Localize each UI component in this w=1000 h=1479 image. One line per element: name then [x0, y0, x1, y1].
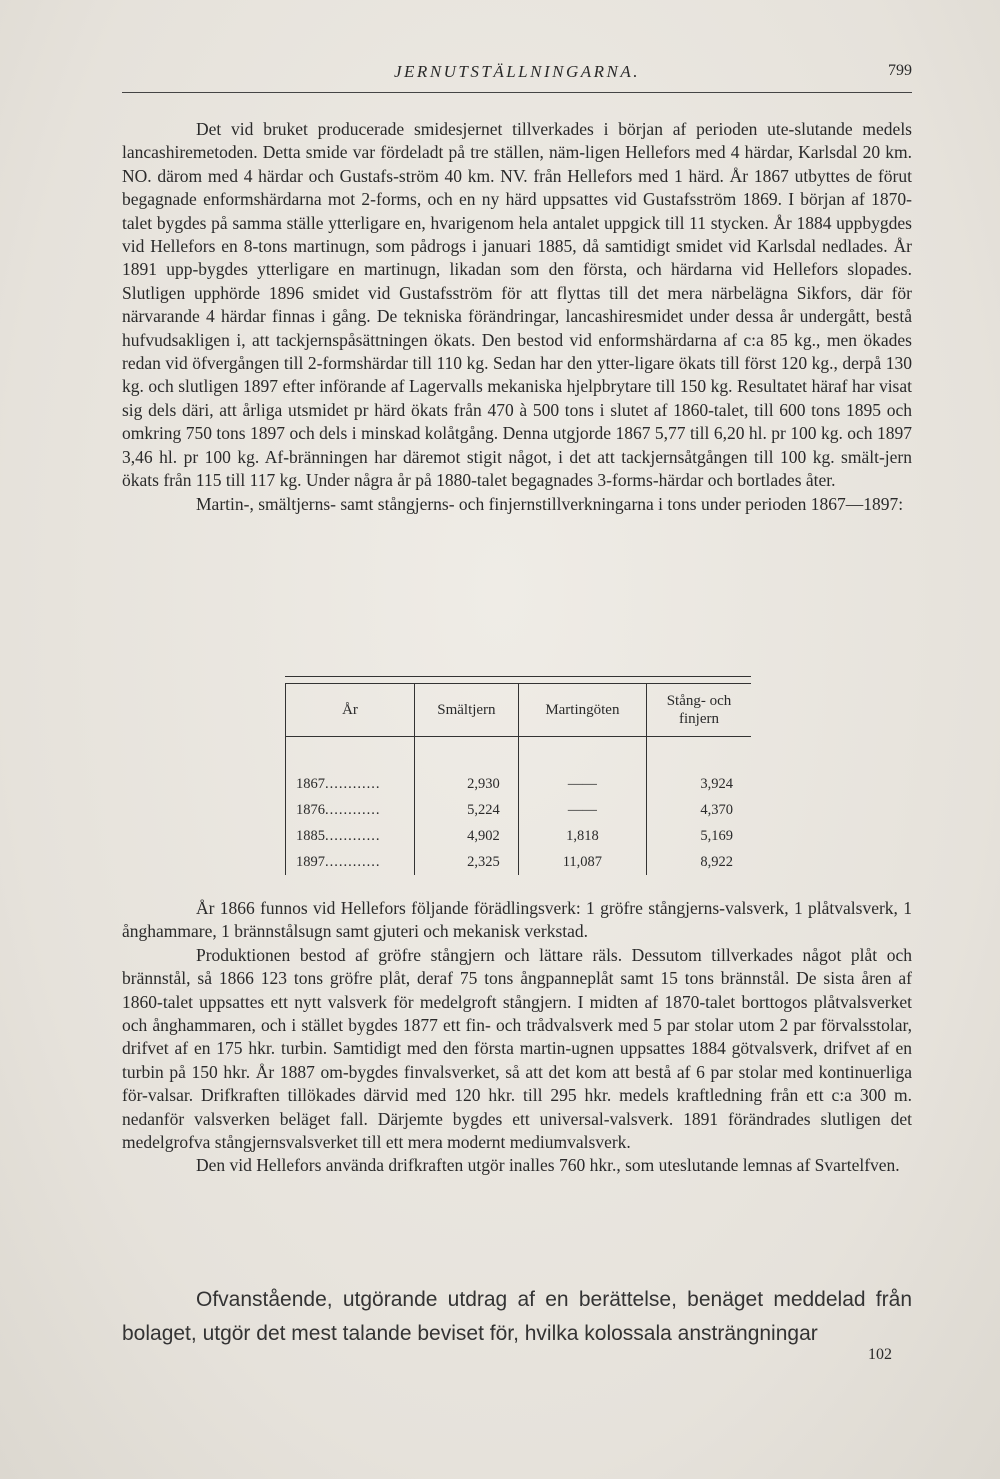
stang-cell: 5,169 [647, 823, 752, 849]
stang-cell: 4,370 [647, 797, 752, 823]
table [285, 683, 751, 875]
closing-statement [122, 1283, 912, 1351]
table-row [286, 823, 752, 849]
year-cell: 1867 [296, 775, 325, 792]
smaltjern-cell: 2,930 [415, 771, 519, 797]
martingoten-cell: —— [518, 797, 646, 823]
table-header-row [286, 684, 752, 737]
body-text [122, 118, 912, 516]
paragraph: År 1866 funnos vid Hellefors följande förädlingsverk: 1 gröfre stångjerns-valsverk, 1 plåtvalsverk, 1 ånghammare, 1 brännstålsugn samt gjuteri och mekanisk verkstad. [122, 898, 912, 942]
leader-dots: ............ [325, 853, 381, 870]
column-header: Stång- och finjern [647, 684, 752, 737]
smaltjern-cell: 2,325 [415, 849, 519, 875]
body-text-after-table [122, 897, 912, 1178]
signature-number: 102 [868, 1346, 892, 1363]
table-row [286, 849, 752, 875]
paragraph: Det vid bruket producerade smidesjernet tillverkades i början af perioden ute-slutande medels lancashiremetoden. Detta smide var fördeladt på tre ställen, näm-ligen Hellefors med 4 härdar, Karlsdal 20 km. NO. därom med 4 härdar och Gustafs-ström 40 km. NV. från Hellefors med 1 härd. År 1867 utbyttes de förut begagnade enformshärdarna mot 2-forms, och en ny härd uppsattes vid Gustafsström 1869. I början af 1870-talet bygdes på samma ställe ytterligare en, hvarigenom hela antalet uppgick till 11 stycken. År 1884 uppbygdes vid Hellefors en 8-tons martinugn, som pådrogs i januari 1885, då samtidigt smidet vid Karlsdal nedlades. År 1891 upp-bygdes ytterligare en martinugn, likadan som den första, och härdarna vid Hellefors slopades. Slutligen upphörde 1896 smidet vid Gustafsström för att flyttas till det mera närbelägna Sikfors, där för närvarande 4 härdar finnas i gång. De tekniska förändringar, lancashiresmidet under dessa år undergått, bestå hufvudsakligen i, att tackjernspåsättningen ökats. Den bestod vid enformshärdarna af c:a 85 kg., men ökades redan vid öfvergången till 2-formshärdar till 110 kg. Sedan har den ytter-ligare ökats till först 120 kg., derpå 130 kg. och slutligen 1897 efter införande af Lagervalls mekaniska hjelpbrytare till 150 kg. Resultatet häraf har visat sig dels däri, att årliga utsmidet pr härd ökats från 470 à 500 tons i slutet af 1860-talet, till 600 tons 1895 och omkring 750 tons 1897 och dels i minskad kolåtgång. Denna utgjorde 1867 5,77 till 6,20 hl. pr 100 kg. och 1897 3,46 hl. pr 100 kg. Af-bränningen har däremot stigit något, i det att tackjernsåtgången till 100 kg. smält-jern ökats från 115 till 117 kg. Under några år på 1880-talet begagnades 3-forms-härdar och bortlades åter. [122, 119, 912, 491]
stang-cell: 3,924 [647, 771, 752, 797]
smaltjern-cell: 5,224 [415, 797, 519, 823]
year-cell: 1897 [296, 853, 325, 870]
leader-dots: ............ [325, 801, 381, 818]
table-spacer-row [286, 737, 752, 772]
table-row [286, 771, 752, 797]
paragraph: Den vid Hellefors använda drifkraften utgör inalles 760 hkr., som uteslutande lemnas af Svartelfven. [196, 1155, 900, 1176]
martingoten-cell: 11,087 [518, 849, 646, 875]
martingoten-cell: —— [518, 771, 646, 797]
leader-dots: ............ [325, 827, 381, 844]
table-row [286, 797, 752, 823]
table-top-rule [285, 676, 751, 683]
column-header: Martingöten [518, 684, 646, 737]
stang-cell: 8,922 [647, 849, 752, 875]
column-header: Smältjern [415, 684, 519, 737]
page-header [122, 62, 912, 88]
paragraph: Produktionen bestod af gröfre stångjern och lättare räls. Dessutom tillverkades något plåt och brännstål, så 1866 123 tons gröfre plåt, deraf 75 tons ångpanneplåt samt 15 tons brännstål. De sista åren af 1860-talet uppsattes ett nytt valsverk för medelgroft stångjern. I midten af 1870-talet borttogos plåtvalsverket och ånghammaren, och i stället bygdes 1877 ett fin- och trådvalsverk med 5 par stolar utom 2 par förvalsstolar, drifvet af en 175 hkr. turbin. Samtidigt med den första martin-ugnen uppsattes 1884 götvalsverk, drifvet af en turbin på 150 hkr. År 1887 om-bygdes finvalsverket, så att det kom att bestå af 6 par stolar med kontinuerliga för-valsar. Drifkraften tillökades därvid med 120 hkr. till 295 hkr. medels kraftledning från ett c:a 300 m. nedanför valsverken beläget fall. Därjemte bygdes ett universal-valsverk. 1891 förändrades slutligen det medelgrofva stångjernsvalsverket till ett mera modernt mediumvalsverk. [122, 944, 912, 1153]
smaltjern-cell: 4,902 [415, 823, 519, 849]
year-cell: 1876 [296, 801, 325, 818]
header-rule [122, 92, 912, 93]
year-cell: 1885 [296, 827, 325, 844]
paragraph: Martin-, smältjerns- samt stångjerns- och finjernstillverkningarna i tons under perioden 1867—1897: [196, 493, 904, 514]
running-title: JERNUTSTÄLLNINGARNA. [394, 62, 640, 81]
closing-paragraph: Ofvanstående, utgörande utdrag af en berättelse, benäget meddelad från bolaget, utgör det mest talande beviset för, hvilka kolossala ansträngningar [122, 1288, 912, 1345]
page-number: 799 [888, 62, 912, 79]
leader-dots: ............ [325, 775, 381, 792]
martingoten-cell: 1,818 [518, 823, 646, 849]
production-table [285, 676, 751, 875]
column-header: År [286, 684, 415, 737]
